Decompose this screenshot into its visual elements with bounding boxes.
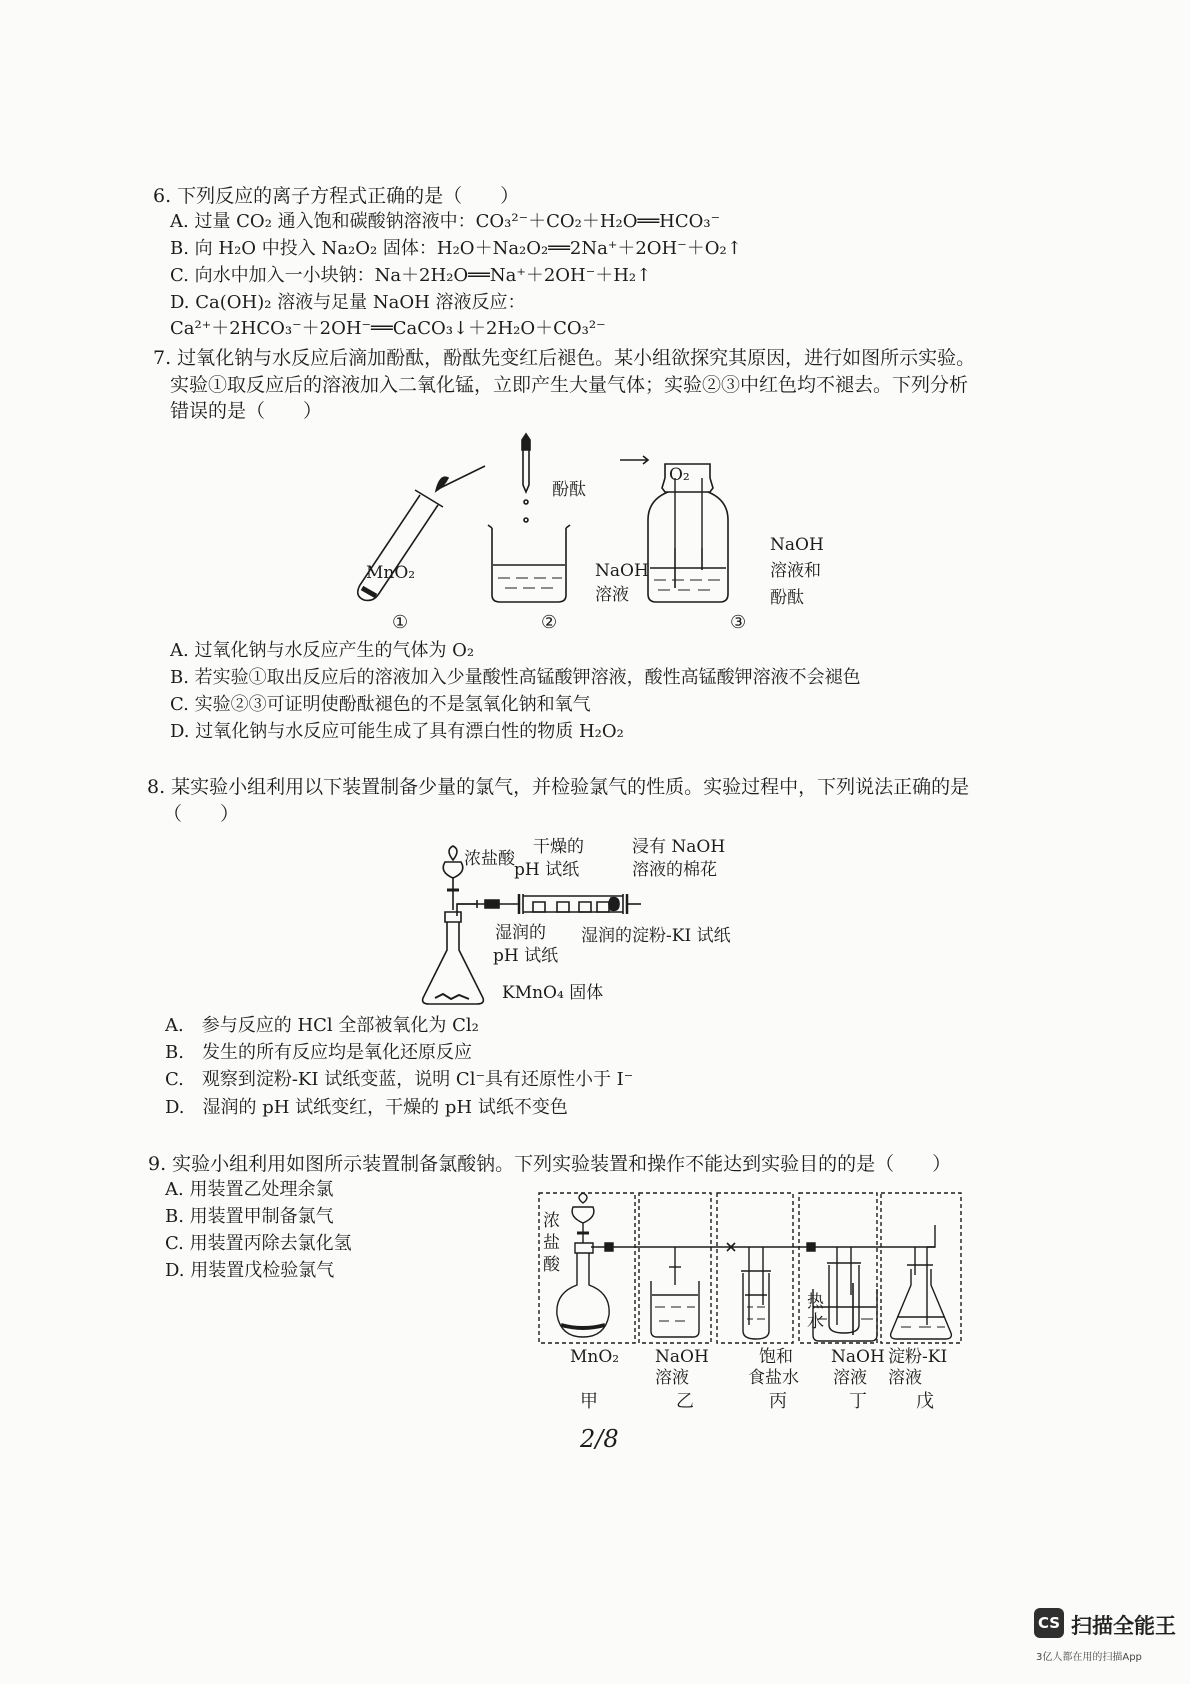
q9-label-hot: 热	[807, 1292, 824, 1312]
q7-label-naoh-2: NaOH	[770, 535, 824, 555]
q6-stem: 6. 下列反应的离子方程式正确的是（ ）	[153, 185, 520, 207]
q9-label-naoh-2: NaOH	[831, 1347, 885, 1367]
q8-label-kmno4: KMnO₄ 固体	[502, 983, 604, 1003]
q7-option-a: A. 过氧化钠与水反应产生的气体为 O₂	[170, 640, 475, 661]
q9-option-a: A. 用装置乙处理余氯	[165, 1179, 334, 1200]
q9-label-brine: 食盐水	[748, 1368, 799, 1388]
q9-label-mno2: MnO₂	[570, 1347, 620, 1367]
scanner-app-name: 扫描全能王	[1071, 1614, 1176, 1638]
q9-option-c: C. 用装置丙除去氯化氢	[165, 1233, 352, 1254]
q7-label-naoh: NaOH	[595, 561, 649, 581]
q9-label-conc: 浓	[543, 1211, 560, 1231]
q9-option-d: D. 用装置戊检验氯气	[165, 1260, 335, 1281]
scanner-logo-icon: CS	[1034, 1608, 1064, 1638]
q9-label-naoh-2-solution: 溶液	[833, 1368, 867, 1388]
q9-label-hydrochloric: 盐	[543, 1233, 560, 1253]
q7-stem-line3: 错误的是（ ）	[170, 400, 323, 422]
q6-option-c: C. 向水中加入一小块钠：Na＋2H₂O══Na⁺＋2OH⁻＋H₂↑	[170, 265, 652, 286]
q6-option-a: A. 过量 CO₂ 通入饱和碳酸钠溶液中：CO₃²⁻＋CO₂＋H₂O══HCO₃⁻	[170, 211, 721, 232]
q7-label-o2: O₂	[669, 465, 690, 485]
q7-label-phenolphthalein: 酚酞	[552, 480, 586, 500]
q8-label-cotton-2: 溶液的棉花	[632, 860, 717, 880]
q8-label-dry: 干燥的	[533, 837, 584, 857]
q6-option-d-equation: Ca²⁺＋2HCO₃⁻＋2OH⁻══CaCO₃↓＋2H₂O＋CO₃²⁻	[170, 318, 606, 339]
q6-option-b: B. 向 H₂O 中投入 Na₂O₂ 固体：H₂O＋Na₂O₂══2Na⁺＋2OH⁻＋O₂↑	[170, 238, 742, 259]
q6-option-d: D. Ca(OH)₂ 溶液与足量 NaOH 溶液反应：	[170, 292, 526, 313]
q9-label-naoh-1: NaOH	[655, 1347, 709, 1367]
q7-label-mno2: MnO₂	[366, 563, 416, 583]
q8-label-dry-ph: pH 试纸	[514, 860, 580, 880]
q9-label-yi: 乙	[676, 1391, 694, 1412]
q9-label-ding: 丁	[849, 1391, 867, 1412]
q9-label-bing: 丙	[769, 1391, 787, 1412]
scanner-app-tagline: 3亿人都在用的扫描App	[1036, 1652, 1142, 1663]
q9-label-starch-ki-solution: 溶液	[888, 1368, 922, 1388]
q8-label-wet-ph: pH 试纸	[493, 946, 559, 966]
q7-figure-number-1: ①	[392, 612, 409, 633]
q7-label-solution: 溶液	[595, 585, 629, 605]
q9-label-jia: 甲	[580, 1391, 598, 1412]
q9-label-saturated: 饱和	[759, 1347, 793, 1367]
q9-label-naoh-1-solution: 溶液	[655, 1368, 689, 1388]
q7-label-phenolphthalein-2: 酚酞	[770, 588, 804, 608]
q9-stem: 9. 实验小组利用如图所示装置制备氯酸钠。下列实验装置和操作不能达到实验目的的是（ ）	[148, 1153, 952, 1175]
q9-label-wu: 戊	[916, 1391, 934, 1412]
q9-label-starch-ki: 淀粉-KI	[888, 1347, 948, 1367]
q7-apparatus-figure	[340, 430, 820, 633]
q7-label-solution-and: 溶液和	[770, 561, 821, 581]
q8-label-wet: 湿润的	[495, 923, 546, 943]
q7-stem-line1: 7. 过氧化钠与水反应后滴加酚酞，酚酞先变红后褪色。某小组欲探究其原因，进行如图所示实验。	[153, 347, 976, 369]
q8-stem-line2: （ ）	[163, 803, 240, 825]
q7-option-b: B. 若实验①取出反应后的溶液加入少量酸性高锰酸钾溶液，酸性高锰酸钾溶液不会褪色	[170, 667, 861, 688]
page-number: 2/8	[580, 1425, 619, 1453]
q7-stem-line2: 实验①取反应后的溶液加入二氧化锰，立即产生大量气体；实验②③中红色均不褪去。下列分析	[170, 374, 969, 396]
q7-figure-number-3: ③	[730, 612, 747, 633]
q8-option-c: C. 观察到淀粉-KI 试纸变蓝，说明 Cl⁻具有还原性小于 I⁻	[165, 1069, 634, 1090]
q9-label-water: 水	[807, 1312, 824, 1332]
q8-label-conc-hcl: 浓盐酸	[464, 849, 515, 869]
q7-option-d: D. 过氧化钠与水反应可能生成了具有漂白性的物质 H₂O₂	[170, 721, 624, 742]
q9-option-b: B. 用装置甲制备氯气	[165, 1206, 334, 1227]
q8-option-b: B. 发生的所有反应均是氧化还原反应	[165, 1042, 472, 1063]
q8-option-a: A. 参与反应的 HCl 全部被氧化为 Cl₂	[165, 1015, 479, 1036]
q7-option-c: C. 实验②③可证明使酚酞褪色的不是氢氧化钠和氧气	[170, 694, 591, 715]
q8-label-starch-ki: 湿润的淀粉-KI 试纸	[581, 926, 731, 946]
q8-label-cotton-1: 浸有 NaOH	[632, 837, 726, 857]
q8-stem-line1: 8. 某实验小组利用以下装置制备少量的氯气，并检验氯气的性质。实验过程中，下列说法正确的是	[147, 776, 970, 798]
q9-label-acid: 酸	[543, 1255, 560, 1275]
q8-option-d: D. 湿润的 pH 试纸变红，干燥的 pH 试纸不变色	[165, 1097, 568, 1118]
q7-beaker-2	[488, 434, 570, 602]
q9-apparatus-figure	[535, 1185, 965, 1345]
q7-figure-number-2: ②	[541, 612, 558, 633]
